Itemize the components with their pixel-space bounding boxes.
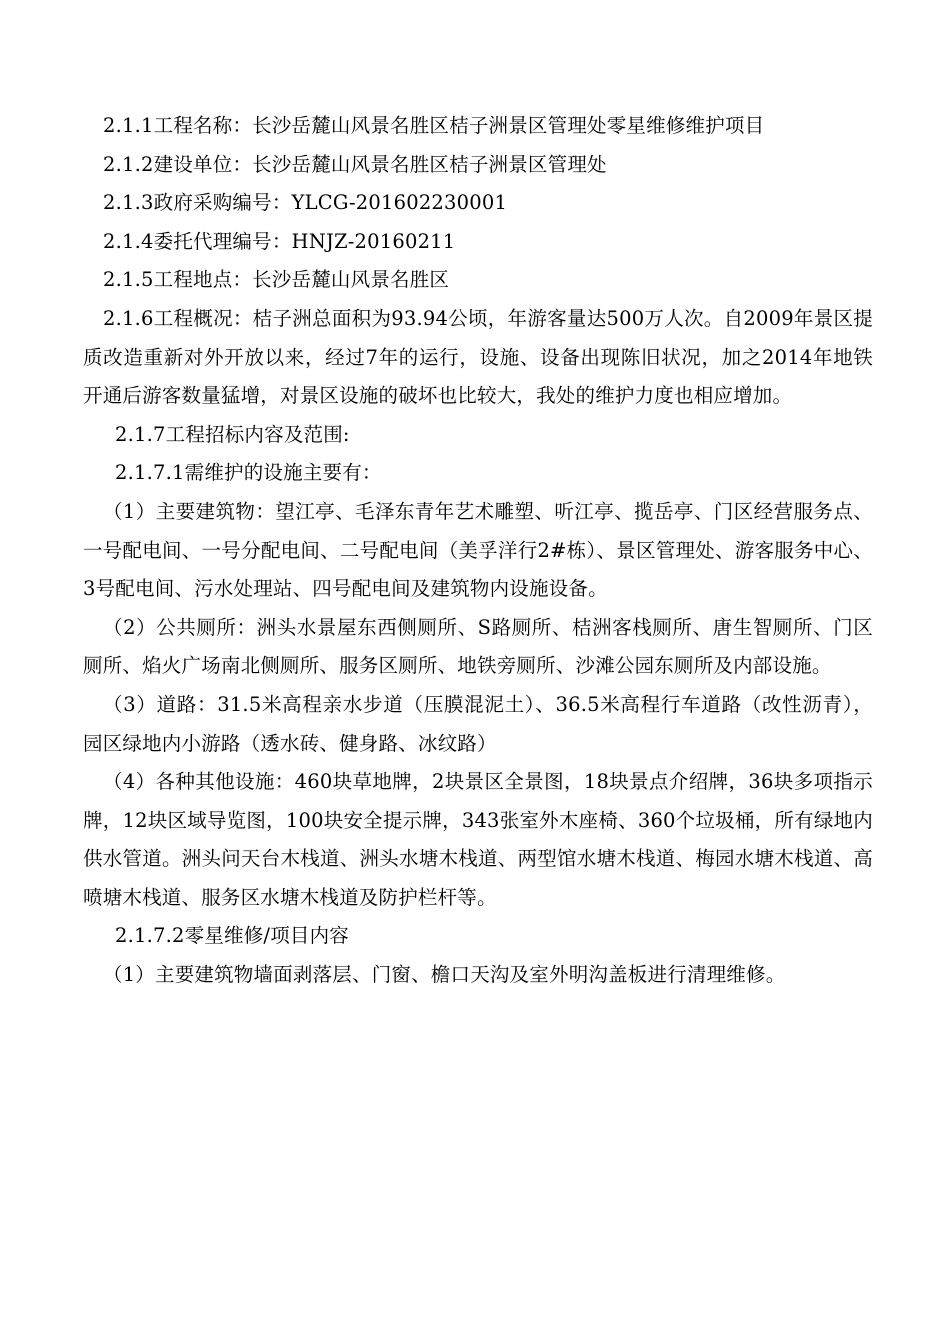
paragraph-item-roads: （3）道路：31.5米高程亲水步道（压膜混泥土）、36.5米高程行车道路（改性沥青），园区绿地内小游路（透水砖、健身路、冰纹路） (83, 692, 873, 755)
paragraph-project-overview: 2.1.6工程概况：桔子洲总面积为93.94公顷，年游客量达500万人次。自2009年景区提质改造重新对外开放以来，经过7年的运行，设施、设备出现陈旧状况，加之2014年地铁开通后游客数量猛增，对景区设施的破坏也比较大，我处的维护力度也相应增加。 (83, 306, 873, 408)
paragraph-construction-unit: 2.1.2建设单位：长沙岳麓山风景名胜区桔子洲景区管理处 (103, 152, 607, 176)
paragraph-bid-scope: 2.1.7工程招标内容及范围: (115, 422, 350, 446)
document-body (83, 107, 873, 995)
paragraph-repair-heading: 2.1.7.2零星维修/项目内容 (115, 924, 349, 948)
paragraph-item-other-facilities: （4）各种其他设施：460块草地牌，2块景区全景图，18块景点介绍牌，36块多项指示牌，12块区域导览图，100块安全提示牌，343张室外木座椅、360个垃圾桶，所有绿地内供水管道。洲头问天台木栈道、洲头水塘木栈道、两型馆水塘木栈道、梅园水塘木栈道、高喷塘木栈道、服务区水塘木栈道及防护栏杆等。 (83, 770, 873, 909)
paragraph-project-name: 2.1.1工程名称：长沙岳麓山风景名胜区桔子洲景区管理处零星维修维护项目 (103, 114, 765, 137)
paragraph-repair-item-1: （1）主要建筑物墙面剥落层、门窗、檐口天沟及室外明沟盖板进行清理维修。 (103, 963, 786, 987)
paragraph-procurement-number: 2.1.3政府采购编号：YLCG-201602230001 (103, 191, 508, 215)
paragraph-item-toilets: （2）公共厕所：洲头水景屋东西侧厕所、S路厕所、桔洲客栈厕所、唐生智厕所、门区厕所、焰火广场南北侧厕所、服务区厕所、地铁旁厕所、沙滩公园东厕所及内部设施。 (83, 615, 873, 678)
paragraph-project-location: 2.1.5工程地点：长沙岳麓山风景名胜区 (103, 268, 450, 292)
paragraph-item-buildings: （1）主要建筑物：望江亭、毛泽东青年艺术雕塑、听江亭、揽岳亭、门区经营服务点、一号配电间、一号分配电间、二号配电间（美孚洋行2#栋）、景区管理处、游客服务中心、3号配电间、污水处理站、四号配电间及建筑物内设施设备。 (83, 499, 873, 601)
paragraph-agent-number: 2.1.4委托代理编号：HNJZ-20160211 (103, 229, 456, 253)
paragraph-facilities-heading: 2.1.7.1需维护的设施主要有： (115, 461, 382, 485)
